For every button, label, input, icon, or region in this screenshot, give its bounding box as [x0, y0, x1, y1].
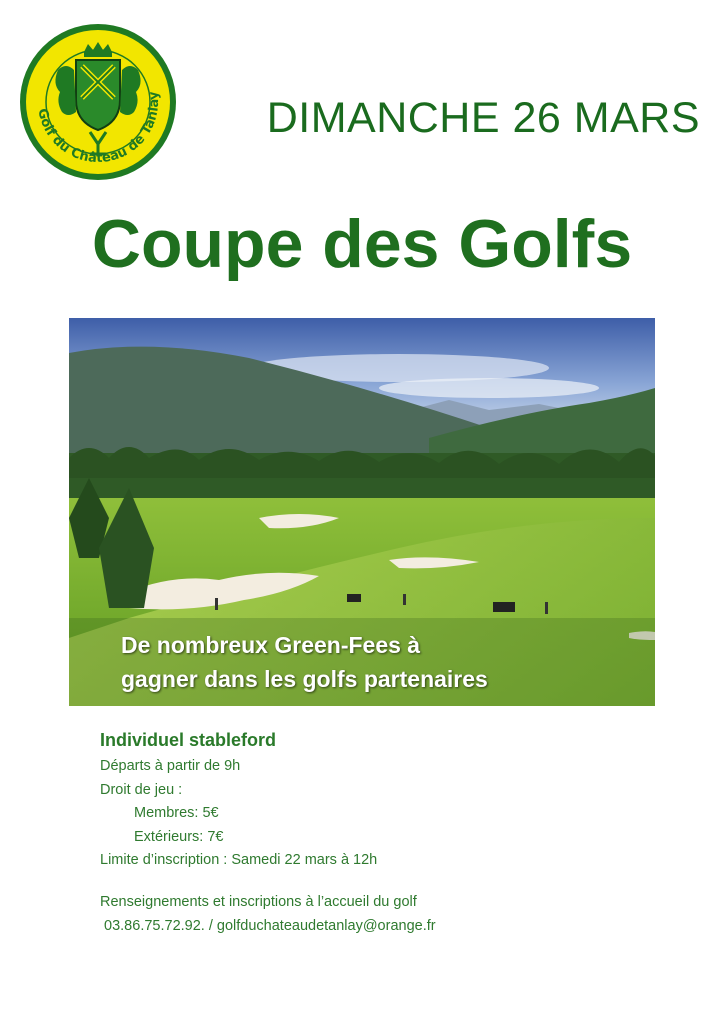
registration-deadline: Limite d’inscription : Samedi 22 mars à 12h — [100, 852, 378, 868]
logo-ring-text: Golf du Château de Tanlay — [34, 90, 163, 167]
contact-info — [100, 890, 710, 938]
contact-line: Renseignements et inscriptions à l’accueil du golf — [100, 894, 417, 910]
caption-line-2: gagner dans les golfs partenaires — [121, 666, 488, 692]
departures-text: Départs à partir de 9h — [100, 758, 241, 774]
event-title: Coupe des Golfs — [91, 206, 633, 282]
event-date: DIMANCHE 26 MARS — [266, 94, 700, 142]
event-details — [100, 730, 700, 873]
members-fee: Membres: 5€ — [134, 805, 219, 821]
photo-caption — [121, 628, 641, 696]
golf-course-photo — [69, 318, 655, 706]
caption-line-1: De nombreux Green-Fees à — [121, 632, 421, 658]
contact-phone-email[interactable]: 03.86.75.72.92. / golfduchateaudetanlay@orange.fr — [100, 918, 436, 934]
fee-label: Droit de jeu : — [100, 781, 183, 798]
outsiders-fee: Extérieurs: 7€ — [134, 828, 224, 845]
format-heading: Individuel stableford — [100, 730, 277, 750]
